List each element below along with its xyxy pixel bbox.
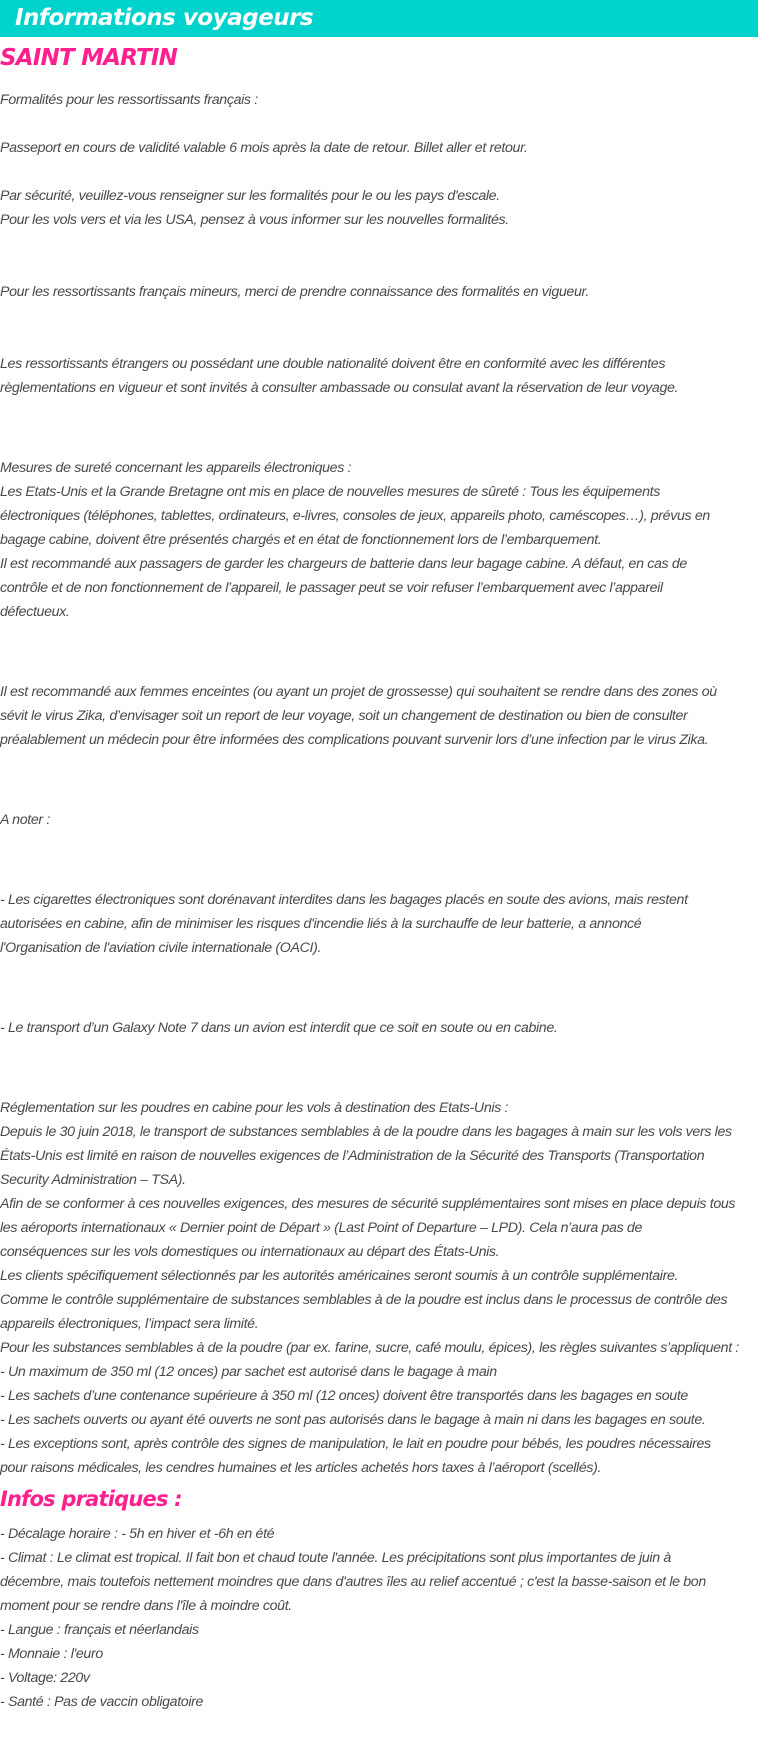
powders-line: Réglementation sur les poudres en cabine pour les vols à destination des Etats-Unis : (0, 1100, 509, 1116)
powders-line: - Les sachets ouverts ou ayant été ouverts ne sont pas autorisés dans le bagage à main ni dans les bagages en soute. (0, 1412, 706, 1428)
security-line: Par sécurité, veuillez-vous renseigner sur les formalités pour le ou les pays d'escale. (0, 188, 500, 204)
powders-line: Pour les substances semblables à de la poudre (par ex. farine, sucre, café moulu, épices), les règles suivantes s’appliquent : (0, 1340, 739, 1356)
security-line: Pour les vols vers et via les USA, pensez à vous informer sur les nouvelles formalités. (0, 212, 509, 228)
electronics-line: Mesures de sureté concernant les appareils électroniques : (0, 460, 352, 476)
powders-line: conséquences sur les vols domestiques ou internationaux au départ des États-Unis. (0, 1244, 500, 1260)
ecig-line: - Les cigarettes électroniques sont dorénavant interdites dans les bagages placés en soute des avions, mais restent (0, 892, 688, 908)
powders-line: - Les exceptions sont, après contrôle des signes de manipulation, le lait en poudre pour bébés, les poudres nécessaires (0, 1436, 711, 1452)
zika-line: Il est recommandé aux femmes enceintes (ou ayant un projet de grossesse) qui souhaitent se rendre dans des zones où (0, 684, 717, 700)
zika-line: préalablement un médecin pour être informées des complications pouvant survenir lors d’une infection par le virus Zika. (0, 732, 709, 748)
powders-line: - Les sachets d’une contenance supérieure à 350 ml (12 onces) doivent être transportés dans les bagages en soute (0, 1388, 688, 1404)
galaxy-note: - Le transport d’un Galaxy Note 7 dans un avion est interdit que ce soit en soute ou en cabine. (0, 1020, 558, 1036)
ecig-line: l'Organisation de l'aviation civile internationale (OACI). (0, 940, 322, 956)
powders-line: les aéroports internationaux « Dernier point de Départ » (Last Point of Departure – LPD). Cela n’aura pas de (0, 1220, 643, 1236)
passport-requirement: Passeport en cours de validité valable 6 mois après la date de retour. Billet aller et retour. (0, 140, 528, 156)
practical-line: - Langue : français et néerlandais (0, 1622, 199, 1638)
content-body (0, 88, 758, 1714)
practical-line: moment pour se rendre dans l'île à moindre coût. (0, 1598, 292, 1614)
electronics-line: bagage cabine, doivent être présentés chargés et en état de fonctionnement lors de l’embarquement. (0, 532, 602, 548)
powders-line: - Un maximum de 350 ml (12 onces) par sachet est autorisé dans le bagage à main (0, 1364, 497, 1380)
electronics-line: défectueux. (0, 604, 70, 620)
powders-line: États-Unis est limité en raison de nouvelles exigences de l’Administration de la Sécurité des Transports (Transportation (0, 1148, 705, 1164)
powders-line: Comme le contrôle supplémentaire de substances semblables à de la poudre est inclus dans le processus de contrôle des (0, 1292, 728, 1308)
powders-line: pour raisons médicales, les cendres humaines et les articles achetés hors taxes à l’aéroport (scellés). (0, 1460, 602, 1476)
zika-line: sévit le virus Zika, d’envisager soit un report de leur voyage, soit un changement de destination ou bien de consulter (0, 708, 688, 724)
practical-line: - Santé : Pas de vaccin obligatoire (0, 1694, 204, 1710)
practical-info-title: Infos pratiques : (0, 1487, 182, 1511)
header-bar (0, 0, 758, 37)
notes-label: A noter : (0, 812, 50, 828)
powders-line: appareils électroniques, l’impact sera limité. (0, 1316, 259, 1332)
practical-line: - Décalage horaire : - 5h en hiver et -6h en été (0, 1526, 275, 1542)
minors-note: Pour les ressortissants français mineurs, merci de prendre connaissance des formalités en vigueur. (0, 284, 589, 300)
powders-line: Les clients spécifiquement sélectionnés par les autorités américaines seront soumis à un contrôle supplémentaire. (0, 1268, 679, 1284)
electronics-line: Il est recommandé aux passagers de garder les chargeurs de batterie dans leur bagage cabine. A défaut, en cas de (0, 556, 687, 572)
foreigners-line: Les ressortissants étrangers ou possédant une double nationalité doivent être en conformité avec les différentes (0, 356, 666, 372)
powders-line: Depuis le 30 juin 2018, le transport de substances semblables à de la poudre dans les bagages à main sur les vols vers les (0, 1124, 732, 1140)
practical-line: - Climat : Le climat est tropical. Il fait bon et chaud toute l'année. Les précipitations sont plus importantes de juin à (0, 1550, 671, 1566)
practical-line: - Voltage: 220v (0, 1670, 90, 1686)
destination-title: SAINT MARTIN (0, 45, 178, 71)
electronics-line: Les Etats-Unis et la Grande Bretagne ont mis en place de nouvelles mesures de sûreté : Tous les équipements (0, 484, 660, 500)
practical-line: - Monnaie : l'euro (0, 1646, 103, 1662)
electronics-line: contrôle et de non fonctionnement de l’appareil, le passager peut se voir refuser l’embarquement avec l’appareil (0, 580, 663, 596)
powders-line: Afin de se conformer à ces nouvelles exigences, des mesures de sécurité supplémentaires sont mises en place depuis tous (0, 1196, 736, 1212)
practical-line: décembre, mais toutefois nettement moindres que dans d'autres îles au relief accentué ; c'est la basse-saison et le bon (0, 1574, 706, 1590)
powders-line: Security Administration – TSA). (0, 1172, 186, 1188)
formalities-intro: Formalités pour les ressortissants français : (0, 92, 258, 108)
page-title: Informations voyageurs (15, 5, 314, 31)
ecig-line: autorisées en cabine, afin de minimiser les risques d'incendie liés à la surchauffe de leur batterie, a annoncé (0, 916, 642, 932)
electronics-line: électroniques (téléphones, tablettes, ordinateurs, e-livres, consoles de jeux, appareils photo, caméscopes…), prévus en (0, 508, 710, 524)
foreigners-line: règlementations en vigueur et sont invités à consulter ambassade ou consulat avant la réservation de leur voyage. (0, 380, 679, 396)
